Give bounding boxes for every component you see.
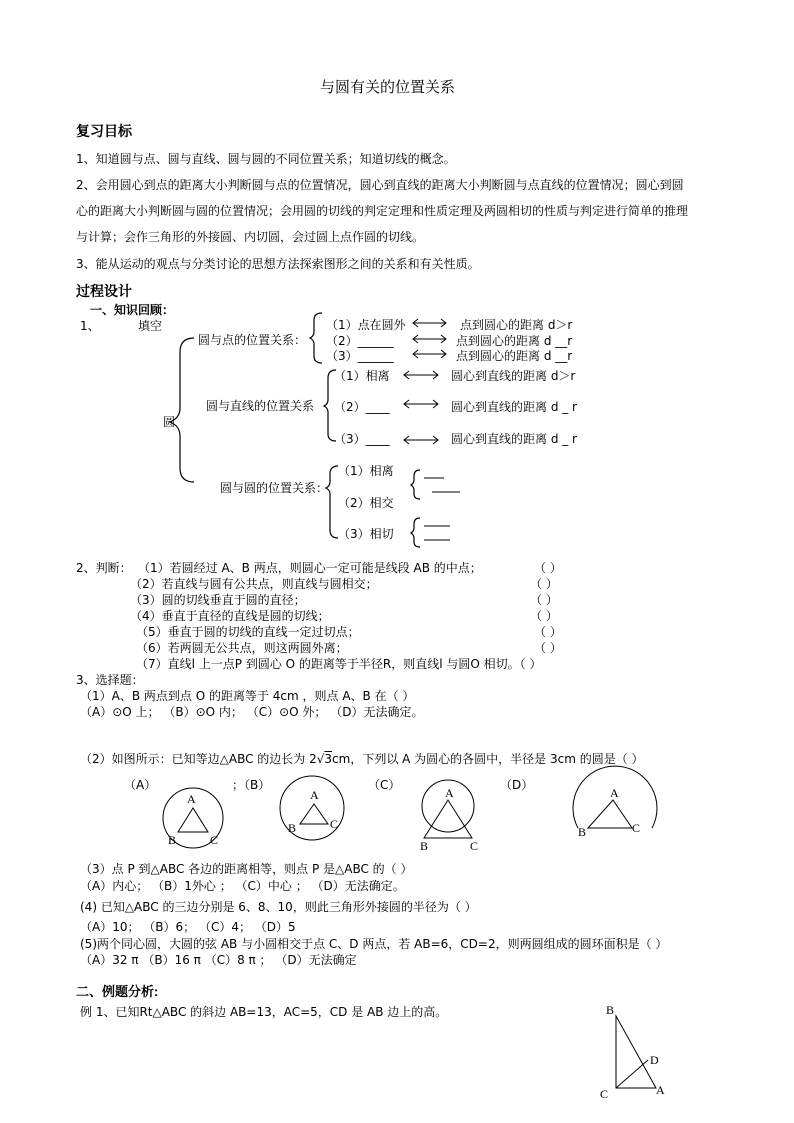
judge-item-6: （6）若两圆无公共点，则这两圆外离；: [136, 641, 348, 655]
judge-item-2: （2）若直线与圆有公共点，则直线与圆相交；: [130, 577, 378, 591]
judge-paren-1: （ ）: [534, 561, 562, 575]
point-row-1-right: 点到圆心的距离 d＞r: [460, 318, 573, 332]
point-row-3-left: （3）______: [326, 349, 394, 363]
circle-row-3: （3）相切: [338, 527, 394, 541]
fig-a-label-a: A: [187, 792, 196, 806]
goal-line-1: 1、知道圆与点、圆与直线、圆与圆的不同位置关系；知道切线的概念。: [76, 152, 456, 166]
fill-number: 1、: [80, 319, 100, 333]
judge-paren-6: （ ）: [534, 641, 562, 655]
judge-item-5: （5）垂直于圆的切线的直线一定过切点；: [136, 625, 360, 639]
fig-d-label-a: A: [610, 786, 619, 800]
sqrt-radicand: 3: [324, 752, 333, 766]
line-row-2-left: （2）____: [334, 400, 390, 414]
choice-q3: （3）点 P 到△ABC 各边的距离相等，则点 P 是△ABC 的（ ）: [80, 862, 413, 876]
line-relation-label: 圆与直线的位置关系: [206, 399, 315, 413]
fig-c-label-c: C: [470, 839, 479, 853]
goal-line-2: 2、会用圆心到点的距离大小判断圆与点的位置情况，圆心到直线的距离大小判断圆与点直线的位置情况；圆心到圆: [76, 178, 684, 192]
fig-b-label-b: B: [288, 821, 297, 835]
review-heading: 一、知识回顾：: [90, 303, 175, 317]
example-label-d: D: [650, 1053, 659, 1067]
line-row-3-left: （3）____: [334, 432, 390, 446]
circle-row-1: （1）相离: [338, 464, 394, 478]
line-row-1-left: （1）相离: [334, 369, 390, 383]
choice-q3-options: （A）内心； （B）1外心 ； （C）中心 ； （D）无法确定。: [80, 879, 405, 893]
process-heading: 过程设计: [76, 283, 132, 299]
choice-q1: （1）A、B 两点到点 O 的距离等于 4cm ，则点 A、B 在（ ）: [80, 689, 415, 703]
goal-line-5: 3、能从运动的观点与分类讨论的思想方法探索图形之间的关系和有关性质。: [76, 257, 480, 271]
example-text: 例 1、已知Rt△ABC 的斜边 AB=13，AC=5，CD 是 AB 边上的高。: [80, 1005, 448, 1019]
fig-label-c: （C）: [368, 778, 401, 792]
fig-a-label-b: B: [168, 833, 177, 847]
fig-b-label-a: A: [310, 788, 319, 802]
choice-q2-post: cm，下列以 A 为圆心的各圆中，半径是 3cm 的圆是（ ）: [332, 752, 644, 766]
judge-lead: 2、判断：: [76, 561, 132, 575]
choice-q4-options: （A）10； （B）6； （C）4； （D）5: [80, 920, 296, 934]
fig-d-label-c: C: [632, 821, 641, 835]
choice-lead: 3、选择题：: [76, 673, 144, 687]
line-row-1-right: 圆心到直线的距离 d＞r: [451, 369, 576, 383]
circle-relation-label: 圆与圆的位置关系：: [220, 481, 329, 495]
page-title: 与圆有关的位置关系: [320, 78, 456, 96]
choice-q4: (4) 已知△ABC 的三边分别是 6、8、10，则此三角形外接圆的半径为（ ）: [80, 900, 477, 914]
example-label-a: A: [656, 1083, 665, 1097]
point-row-2-right: 点到圆心的距离 d __r: [456, 334, 573, 348]
fill-label: 填空: [138, 319, 163, 333]
fig-c-label-b: B: [420, 839, 429, 853]
choice-q2-pre: （2）如图所示：已知等边△ABC 的边长为 2: [80, 752, 317, 766]
judge-item-4: （4）垂直于直径的直线是圆的切线；: [130, 609, 330, 623]
fig-label-d: （D）: [500, 778, 534, 792]
fig-b-label-c: C: [330, 817, 339, 831]
choice-q5-options: （A）32 π （B）16 π （C）8 π ； （D）无法确定: [80, 953, 357, 967]
tree-root: 圆: [163, 415, 176, 429]
goal-line-3: 心的距离大小判断圆与圆的位置情况；会用圆的切线的判定定理和性质定理及两圆相切的性质与判定进行简单的推理: [76, 204, 689, 218]
example-label-b: B: [606, 1003, 615, 1017]
goal-line-4: 与计算；会作三角形的外接圆、内切圆，会过圆上点作圆的切线。: [76, 230, 425, 244]
point-relation-label: 圆与点的位置关系：: [198, 333, 307, 347]
judge-paren-3: （ ）: [530, 593, 558, 607]
fig-label-a: （A）: [124, 778, 157, 792]
fig-c-label-a: A: [445, 786, 454, 800]
choice-q1-options: （A）⊙O 上； （B）⊙O 内； （C）⊙O 外； （D）无法确定。: [80, 705, 424, 719]
fig-d-label-b: B: [578, 825, 587, 839]
judge-paren-5: （ ）: [534, 625, 562, 639]
fig-label-b: ；（B）: [232, 778, 271, 792]
judge-item-3: （3）圆的切线垂直于圆的直径；: [130, 593, 306, 607]
point-row-1-left: （1）点在圆外: [326, 318, 406, 332]
circle-row-2: （2）相交: [338, 496, 394, 510]
judge-item-1: （1）若圆经过 A、B 两点，则圆心一定可能是线段 AB 的中点；: [138, 561, 482, 575]
judge-paren-4: （ ）: [530, 609, 558, 623]
fig-a-label-c: C: [210, 833, 219, 847]
example-label-c: C: [600, 1087, 609, 1101]
point-row-2-left: （2）______: [326, 334, 394, 348]
judge-paren-2: （ ）: [530, 577, 558, 591]
line-row-3-right: 圆心到直线的距离 d _ r: [451, 432, 577, 446]
example-heading: 二、例题分析:: [76, 984, 159, 999]
line-row-2-right: 圆心到直线的距离 d _ r: [451, 400, 577, 414]
choice-q5: (5)两个同心圆，大圆的弦 AB 与小圆相交于点 C、D 两点，若 AB=6，CD=2，则两圆组成的圆环面积是（ ）: [80, 937, 668, 951]
sqrt-symbol: √: [316, 752, 325, 766]
judge-item-7: （7）直线l 上一点P 到圆心 O 的距离等于半径R，则直线l 与圆O 相切。（ ）: [136, 657, 542, 671]
goals-heading: 复习目标: [76, 123, 132, 139]
point-row-3-right: 点到圆心的距离 d __r: [456, 349, 573, 363]
